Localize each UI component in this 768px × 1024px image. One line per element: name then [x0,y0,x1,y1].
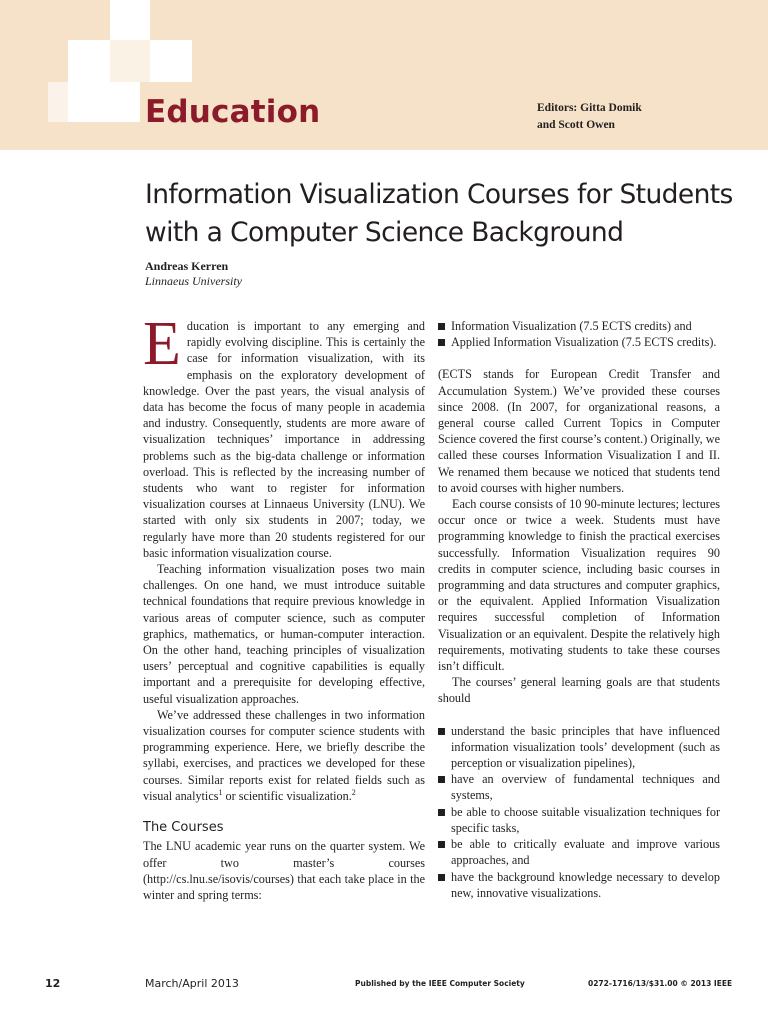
editors-line: Editors: Gitta Domik [537,102,642,114]
course-list [438,318,720,350]
paragraph-text: or scientific visualization. [222,788,352,803]
list-item: Applied Information Visualization (7.5 ECTS credits). [438,334,720,350]
decorative-square [68,40,110,82]
paragraph: Each course consists of 10 90-minute lectures; lectures occur once or twice a week. Students must have programming knowledge to finish the practical exercises successfully. Information Visualization requires 90 credits in computer science, including basic courses in programming and data structures and computer graphics, or the equivalent. Applied Information Visualization requires successful completion of Information Visualization or an equivalent. Despite the relatively high requirements, motivating students to take these courses isn’t difficult. [438,497,720,674]
citation-ref: 1 [218,787,223,797]
list-item: have the background knowledge necessary to develop new, innovative visualizations. [438,869,720,901]
decorative-square [110,40,150,82]
author-name: Andreas Kerren [145,259,229,273]
paragraph: The courses’ general learning goals are that students should [438,675,720,706]
learning-goals-list [438,723,720,901]
editors-line: and Scott Owen [537,119,615,131]
list-item: be able to choose suitable visualization techniques for specific tasks, [438,804,720,836]
copyright-line: 0272-1716/13/$31.00 © 2013 IEEE [588,979,733,988]
issue-date: March/April 2013 [145,977,239,990]
right-column [438,318,720,901]
article-title: Information Visualization Courses for Students with a Computer Science Background [145,179,733,248]
citation-ref: 2 [351,787,356,797]
paragraph [143,310,425,561]
decorative-square [110,82,140,122]
section-heading: The Courses [143,820,224,836]
paragraph-text: We’ve addressed these challenges in two information visualization courses for computer science students with programming experience. Here, we briefly describe the syllabi, exercises, and practices we developed for these courses. Similar reports exist for related fields such as visual analytics [143,707,425,803]
list-item: understand the basic principles that have influenced information visualization tools’ development (such as perception or visualization pipelines), [438,723,720,772]
editors-credit [537,100,642,134]
page-number: 12 [45,977,61,990]
decorative-square [68,82,110,122]
left-column [143,310,425,903]
decorative-square [48,82,68,122]
decorative-square [110,0,150,40]
decorative-square [150,40,192,82]
paragraph: Teaching information visualization poses two main challenges. On one hand, we must introduce suitable technical foundations that require previous knowledge in various areas of computer science, such as computer graphics, mathematics, or human-computer interaction. On the other hand, teaching principles of visualization users’ perceptual and cognitive capabilities is equally important and a prerequisite for developing effective, useful visualization approaches. [143,562,425,706]
drop-cap: E [143,310,181,378]
author-affiliation: Linnaeus University [145,274,242,288]
publisher-line: Published by the IEEE Computer Society [355,979,525,988]
paragraph: The LNU academic year runs on the quarter system. We offer two master’s courses (http://cs.lnu.se/isovis/courses) that each take place in the winter and spring terms: [143,839,425,902]
paragraph-text: ducation is important to any emerging and rapidly evolving discipline. This is certainly the case for information visualization, with its emphasis on the exploratory development of knowledge. Over the past years, the visual analysis of data has become the focus of many people in academia and industry. Consequently, students are more aware of visualization techniques’ importance in addressing problems such as the big-data challenge or information overload. This is reflected by the increasing number of students who want to register for information visualization courses at Linnaeus University (LNU). We started with only six students in 2007; today, we regularly have more than 20 students registered for our basic information visualization course. [143,319,425,560]
list-item: have an overview of fundamental techniques and systems, [438,771,720,803]
list-item: be able to critically evaluate and improve various approaches, and [438,836,720,868]
section-banner [0,0,768,150]
list-item: Information Visualization (7.5 ECTS credits) and [438,318,720,334]
paragraph: (ECTS stands for European Credit Transfer and Accumulation System.) We’ve provided these courses since 2008. (In 2007, for organizational reasons, a general course called Current Topics in Computer Science covered the first course’s content.) Originally, we called these courses Information Visualization I and II. We renamed them because we noticed that students tend to avoid courses with higher numbers. [438,367,720,495]
section-title: Education [145,94,321,130]
paragraph [143,707,425,804]
